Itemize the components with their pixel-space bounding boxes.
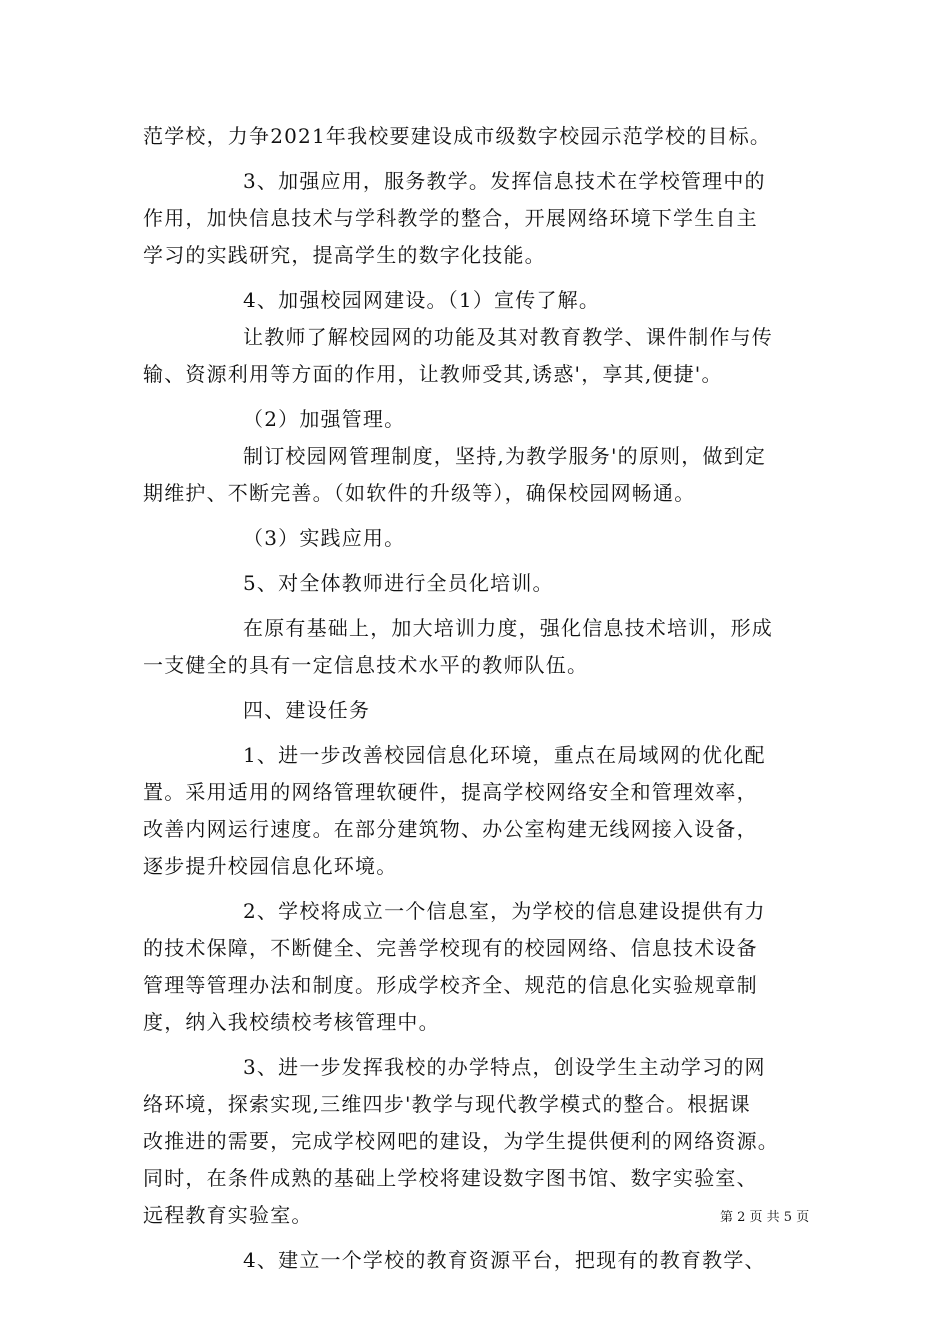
text-line: 4、加强校园网建设。（1）宣传了解。	[243, 288, 601, 312]
text-line: 一支健全的具有一定信息技术水平的教师队伍。	[143, 653, 589, 677]
text-line: 4、建立一个学校的教育资源平台，把现有的教育教学、	[243, 1248, 766, 1272]
text-line: 改善内网运行速度。在部分建筑物、办公室构建无线网接入设备，	[143, 817, 758, 841]
document-body	[143, 118, 843, 1279]
text-line: 作用，加快信息技术与学科教学的整合，开展网络环境下学生自主	[143, 206, 758, 230]
text-line: 期维护、不断完善。（如软件的升级等），确保校园网畅通。	[143, 481, 696, 505]
text-line: 四、建设任务	[243, 698, 371, 722]
text-line: 度，纳入我校绩校考核管理中。	[143, 1010, 440, 1034]
text-line: 在原有基础上，加大培训力度，强化信息技术培训，形成	[243, 616, 773, 640]
text-line: 让教师了解校园网的功能及其对教育教学、课件制作与传	[243, 325, 773, 349]
text-line: 5、对全体教师进行全员化培训。	[243, 571, 554, 595]
text-line: （2）加强管理。	[243, 407, 406, 431]
text-line: （3）实践应用。	[243, 526, 406, 550]
text-line: 2、学校将成立一个信息室，为学校的信息建设提供有力	[243, 899, 766, 923]
text-line: 逐步提升校园信息化环境。	[143, 854, 398, 878]
text-line: 管理等管理办法和制度。形成学校齐全、规范的信息化实验规章制	[143, 973, 758, 997]
text-line: 络环境，探索实现,三维四步'教学与现代教学模式的整合。根据课	[143, 1092, 751, 1116]
text-line: 3、加强应用，服务教学。发挥信息技术在学校管理中的	[243, 169, 766, 193]
text-line: 制订校园网管理制度，坚持,为教学服务'的原则，做到定	[243, 444, 767, 468]
text-line: 范学校，力争2021年我校要建设成市级数字校园示范学校的目标。	[143, 124, 772, 148]
page-number: 第 2 页 共 5 页	[720, 1210, 810, 1225]
text-line: 置。采用适用的网络管理软硬件，提高学校网络安全和管理效率，	[143, 780, 758, 804]
text-line: 输、资源利用等方面的作用，让教师受其,诱惑'，享其,便捷'。	[143, 362, 723, 386]
text-line: 1、进一步改善校园信息化环境，重点在局域网的优化配	[243, 743, 766, 767]
text-line: 同时，在条件成熟的基础上学校将建设数字图书馆、数字实验室、	[143, 1166, 758, 1190]
text-line: 3、进一步发挥我校的办学特点，创设学生主动学习的网	[243, 1055, 766, 1079]
text-line: 的技术保障，不断健全、完善学校现有的校园网络、信息技术设备	[143, 936, 758, 960]
text-line: 学习的实践研究，提高学生的数字化技能。	[143, 243, 546, 267]
text-line: 远程教育实验室。	[143, 1203, 313, 1227]
text-line: 改推进的需要，完成学校网吧的建设，为学生提供便利的网络资源。	[143, 1129, 779, 1153]
